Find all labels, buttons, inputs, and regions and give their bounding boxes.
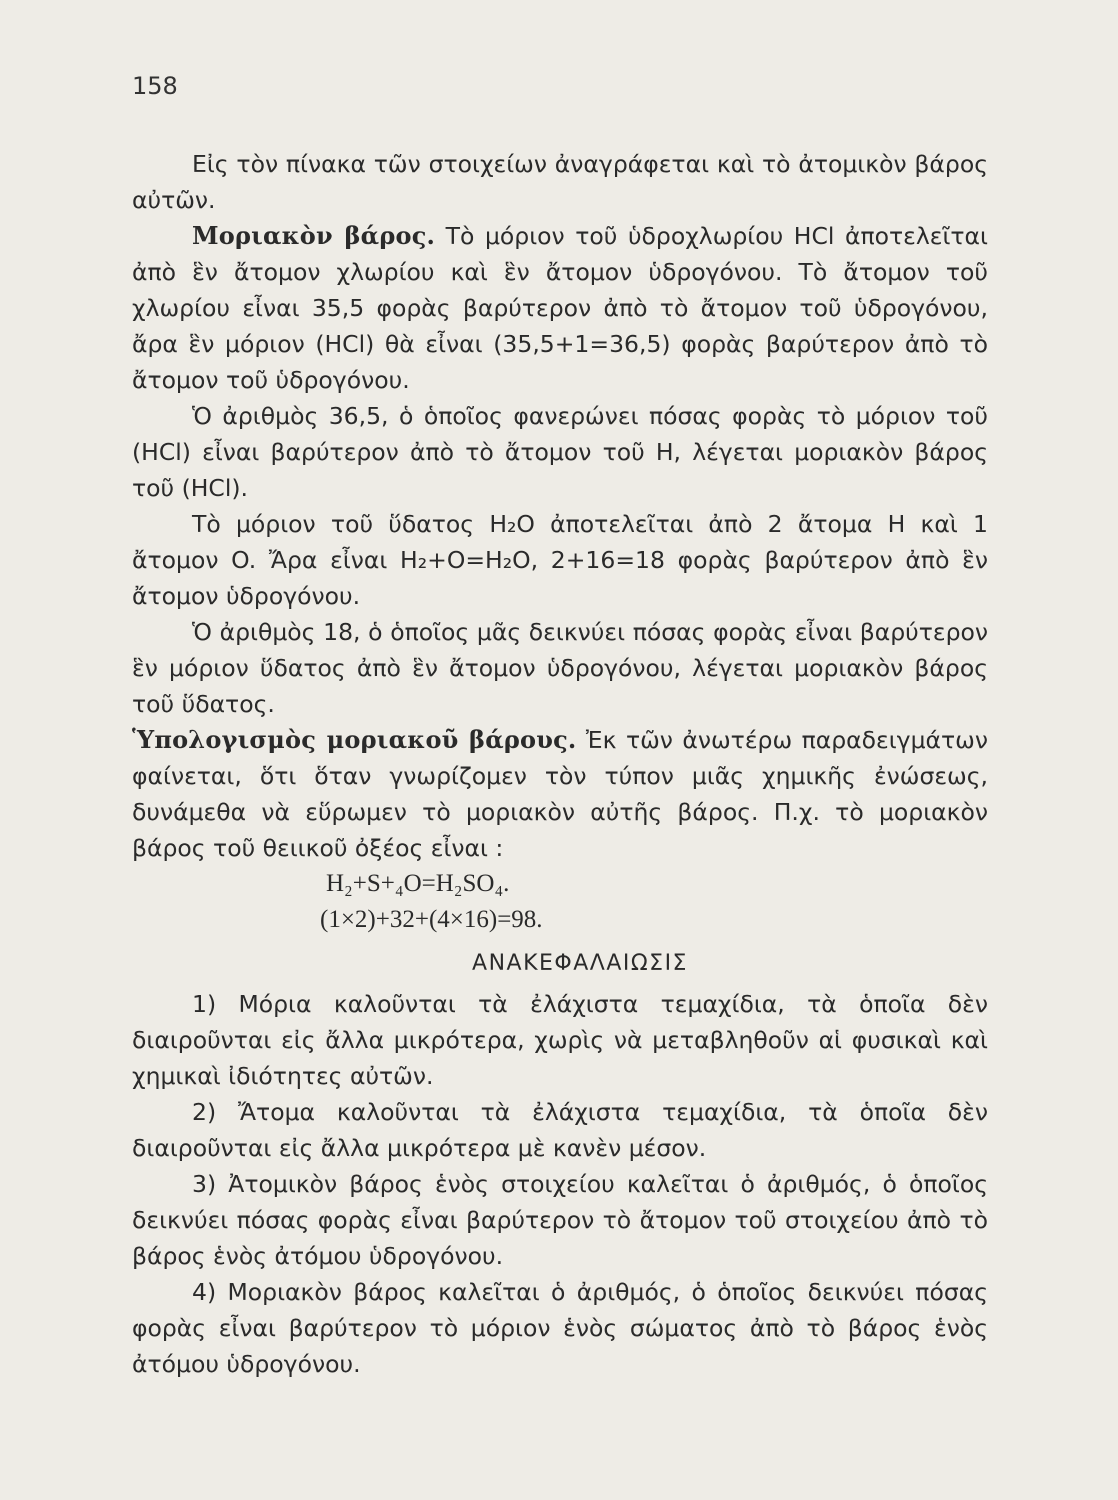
paragraph-number-water: Ὁ ἀριθμὸς 18, ὁ ὁποῖος μᾶς δεικνύει πόσας φορὰς εἶναι βαρύτερον ἓν μόριον ὕδατος ἀπὸ ἓν ἄτομον ὑδρογόνου, λέγεται μοριακὸν βάρος τοῦ ὕδατος. (132, 618, 988, 718)
summary-item: 2) Ἄτομα καλοῦνται τὰ ἐλάχιστα τεμαχίδια, τὰ ὁποῖα δὲν διαιροῦνται εἰς ἄλλα μικρότερα μὲ κανὲν μέσον. (132, 1098, 988, 1162)
heading-molar-weight: Μοριακὸν βάρος. (192, 221, 436, 250)
page-body (132, 146, 988, 1382)
paragraph-water: Τὸ μόριον τοῦ ὕδατος H₂O ἀποτελεῖται ἀπὸ 2 ἄτομα H καὶ 1 ἄτομον O. Ἄρα εἶναι H₂+O=H₂O, 2+16=18 φορὰς βαρύτερον ἀπὸ ἓν ἄτομον ὑδρογόνου. (132, 510, 988, 610)
summary-item: 1) Μόρια καλοῦνται τὰ ἐλάχιστα τεμαχίδια, τὰ ὁποῖα δὲν διαιροῦνται εἰς ἄλλα μικρότερα, χωρὶς νὰ μεταβληθοῦν αἱ φυσικαὶ καὶ χημικαὶ ἰδιότητες αὐτῶν. (132, 990, 988, 1090)
paragraph-number-hcl: Ὁ ἀριθμὸς 36,5, ὁ ὁποῖος φανερώνει πόσας φορὰς τὸ μόριον τοῦ (HCl) εἶναι βαρύτερον ἀπὸ τὸ ἄτομον τοῦ H, λέγεται μοριακὸν βάρος τοῦ (HCl). (132, 402, 988, 502)
page-number: 158 (132, 72, 178, 100)
paragraph-intro: Εἰς τὸν πίνακα τῶν στοιχείων ἀναγράφεται καὶ τὸ ἀτομικὸν βάρος αὐτῶν. (132, 150, 988, 214)
formula-sulfuric-acid: H₂+S+₄O=H₂SO₄. (326, 870, 510, 897)
summary-item: 4) Μοριακὸν βάρος καλεῖται ὁ ἀριθμός, ὁ ὁποῖος δεικνύει πόσας φορὰς εἶναι βαρύτερον τὸ μόριον ἑνὸς σώματος ἀπὸ τὸ βάρος ἑνὸς ἀτόμου ὑδρογόνου. (132, 1278, 988, 1378)
paragraph-calculation (132, 722, 988, 866)
heading-calculation: Ὑπολογισμὸς μοριακοῦ βάρους. (132, 725, 577, 754)
paragraph-molar-weight (132, 218, 988, 398)
paragraph-molar-weight-text: Τὸ μόριον τοῦ ὑδροχλωρίου HCl ἀποτελεῖται ἀπὸ ἓν ἄτομον χλωρίου καὶ ἓν ἄτομον ὑδρογόνου. Τὸ ἄτομον τοῦ χλωρίου εἶναι 35,5 φορὰς βαρύτερον ἀπὸ τὸ ἄτομον τοῦ ὑδρογόνου, ἄρα ἓν μόριον (HCl) θὰ εἶναι (35,5+1=36,5) φορὰς βαρύτερον ἀπὸ τὸ ἄτομον τοῦ ὑδρογόνου. (132, 222, 989, 394)
formula-sulfuric-calculation: (1×2)+32+(4×16)=98. (320, 906, 543, 933)
summary-title: ΑΝΑΚΕΦΑΛΑΙΩΣΙΣ (472, 951, 688, 976)
paragraph-calculation-text: Ἐκ τῶν ἀνωτέρω παραδειγμάτων φαίνεται, ὅτι ὅταν γνωρίζομεν τὸν τύπον μιᾶς χημικῆς ἐνώσεως, δυνάμεθα νὰ εὕρωμεν τὸ μοριακὸν αὐτῆς βάρος. Π.χ. τὸ μοριακὸν βάρος τοῦ θειικοῦ ὀξέος εἶναι : (132, 726, 988, 862)
summary-item: 3) Ἀτομικὸν βάρος ἑνὸς στοιχείου καλεῖται ὁ ἀριθμός, ὁ ὁποῖος δεικνύει πόσας φορὰς εἶναι βαρύτερον τὸ ἄτομον τοῦ στοιχείου ἀπὸ τὸ βάρος ἑνὸς ἀτόμου ὑδρογόνου. (132, 1170, 988, 1270)
